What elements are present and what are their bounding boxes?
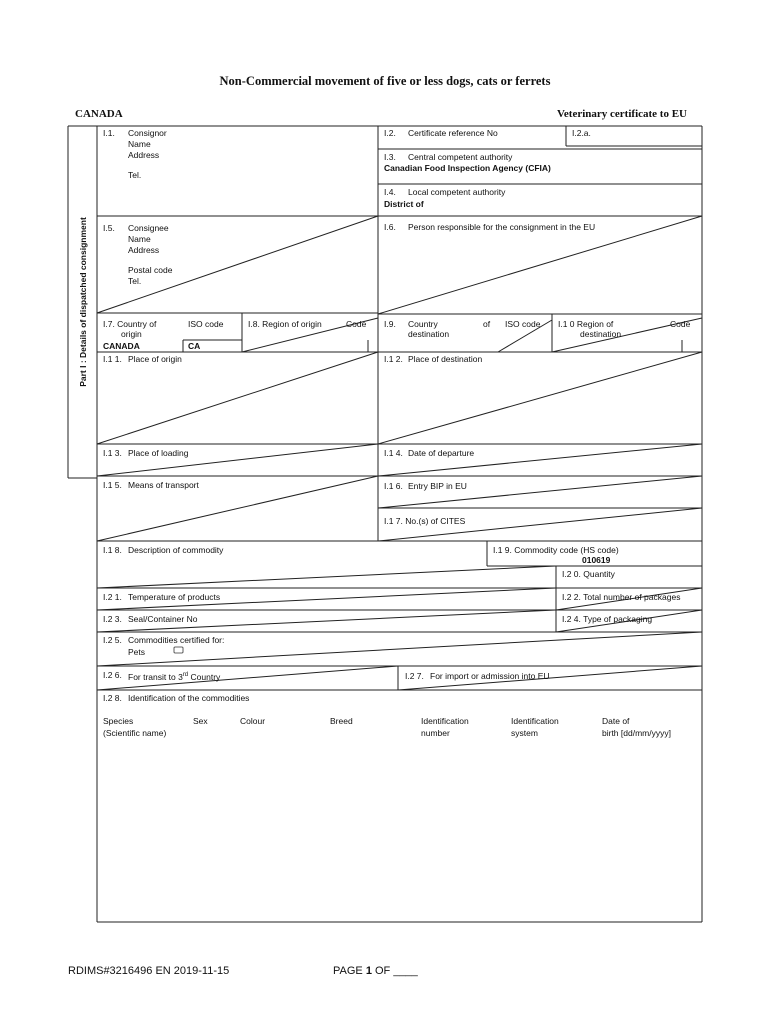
i8-label: I.8. Region of origin bbox=[248, 319, 322, 329]
i2-number: I.2. bbox=[384, 128, 396, 138]
i11-label: Place of origin bbox=[128, 354, 182, 364]
i5-address: Address bbox=[128, 245, 160, 255]
i15-label: Means of transport bbox=[128, 480, 199, 490]
col-breed: Breed bbox=[330, 716, 353, 726]
i23-label: Seal/Container No bbox=[128, 614, 198, 624]
certificate-type-header: Veterinary certificate to EU bbox=[556, 108, 687, 120]
i26-label: For transit to 3rd Country bbox=[128, 671, 221, 682]
col-id-number: Identification bbox=[421, 716, 469, 726]
col-species-sub: (Scientific name) bbox=[103, 728, 167, 738]
document-title: Non-Commercial movement of five or less dogs, cats or ferrets bbox=[219, 74, 551, 88]
i1-address: Address bbox=[128, 150, 160, 160]
i6-number: I.6. bbox=[384, 222, 396, 232]
i10-code: Code bbox=[670, 319, 691, 329]
i19-label: I.1 9. Commodity code (HS code) bbox=[493, 545, 619, 555]
i12-number: I.1 2. bbox=[384, 354, 403, 364]
i8-code: Code bbox=[346, 319, 367, 329]
i14-label: Date of departure bbox=[408, 448, 475, 458]
i13-number: I.1 3. bbox=[103, 448, 122, 458]
i5-name: Name bbox=[128, 234, 151, 244]
page-number: PAGE 1 OF ____ bbox=[333, 965, 418, 977]
i2a-label: I.2.a. bbox=[572, 128, 591, 138]
i15-number: I.1 5. bbox=[103, 480, 122, 490]
col-dob: Date of bbox=[602, 716, 630, 726]
i9-number: I.9. bbox=[384, 319, 396, 329]
i7-iso-label: ISO code bbox=[188, 319, 224, 329]
i16-number: I.1 6. bbox=[384, 481, 403, 491]
i26-number: I.2 6. bbox=[103, 670, 122, 680]
i5-consignee: Consignee bbox=[128, 223, 169, 233]
i1-consignor: Consignor bbox=[128, 128, 167, 138]
i28-label: Identification of the commodities bbox=[128, 693, 250, 703]
i25-pets-label: Pets bbox=[128, 647, 146, 657]
i1-name: Name bbox=[128, 139, 151, 149]
document-reference: RDIMS#3216496 EN 2019-11-15 bbox=[68, 965, 230, 977]
i4-label: Local competent authority bbox=[408, 187, 506, 197]
i21-number: I.2 1. bbox=[103, 592, 122, 602]
i5-postal: Postal code bbox=[128, 265, 173, 275]
col-id-number-sub: number bbox=[421, 728, 450, 738]
i7-label-2: origin bbox=[121, 329, 142, 339]
col-dob-sub: birth [dd/mm/yyyy] bbox=[602, 728, 671, 738]
side-label: Part I : Details of dispatched consignment bbox=[77, 217, 88, 387]
i16-label: Entry BIP in EU bbox=[408, 481, 467, 491]
i9-iso-label: ISO code bbox=[505, 319, 541, 329]
i14-number: I.1 4. bbox=[384, 448, 403, 458]
i5-number: I.5. bbox=[103, 223, 115, 233]
i9-label: Country bbox=[408, 319, 438, 329]
i10-label: I.1 0 Region of bbox=[558, 319, 614, 329]
i10-label-2: destination bbox=[580, 329, 622, 339]
i20-label: I.2 0. Quantity bbox=[562, 569, 615, 579]
country-header: CANADA bbox=[75, 108, 123, 120]
i1-tel: Tel. bbox=[128, 170, 142, 180]
i27-number: I.2 7. bbox=[405, 671, 424, 681]
i1-number: I.1. bbox=[103, 128, 115, 138]
i9-label-2: destination bbox=[408, 329, 450, 339]
i13-label: Place of loading bbox=[128, 448, 189, 458]
i18-number: I.1 8. bbox=[103, 545, 122, 555]
i3-value: Canadian Food Inspection Agency (CFIA) bbox=[384, 163, 551, 173]
i25-label: Commodities certified for: bbox=[128, 635, 225, 645]
i3-label: Central competent authority bbox=[408, 152, 513, 162]
col-id-system-sub: system bbox=[511, 728, 538, 738]
i12-label: Place of destination bbox=[408, 354, 483, 364]
i6-label: Person responsible for the consignment in the EU bbox=[408, 222, 596, 232]
i3-number: I.3. bbox=[384, 152, 396, 162]
col-sex: Sex bbox=[193, 716, 208, 726]
pets-checkbox[interactable] bbox=[174, 647, 183, 653]
col-colour: Colour bbox=[240, 716, 266, 726]
i7-country-value: CANADA bbox=[103, 341, 140, 351]
i25-number: I.2 5. bbox=[103, 635, 122, 645]
i22-label: I.2 2. Total number of packages bbox=[562, 592, 681, 602]
i24-label: I.2 4. Type of packaging bbox=[562, 614, 653, 624]
i2-label: Certificate reference No bbox=[408, 128, 498, 138]
i17-label: I.1 7. No.(s) of CITES bbox=[384, 516, 466, 526]
col-id-system: Identification bbox=[511, 716, 559, 726]
i4-value: District of bbox=[384, 199, 424, 209]
i9-of: of bbox=[483, 319, 491, 329]
i19-value: 010619 bbox=[582, 555, 611, 565]
i27-label: For import or admission into EU bbox=[430, 671, 550, 681]
i7-iso-value: CA bbox=[188, 341, 201, 351]
i21-label: Temperature of products bbox=[128, 592, 221, 602]
i7-label: I.7. Country of bbox=[103, 319, 157, 329]
i28-number: I.2 8. bbox=[103, 693, 122, 703]
i18-label: Description of commodity bbox=[128, 545, 224, 555]
i11-number: I.1 1. bbox=[103, 354, 122, 364]
i4-number: I.4. bbox=[384, 187, 396, 197]
i5-tel: Tel. bbox=[128, 276, 142, 286]
col-species: Species bbox=[103, 716, 134, 726]
i23-number: I.2 3. bbox=[103, 614, 122, 624]
